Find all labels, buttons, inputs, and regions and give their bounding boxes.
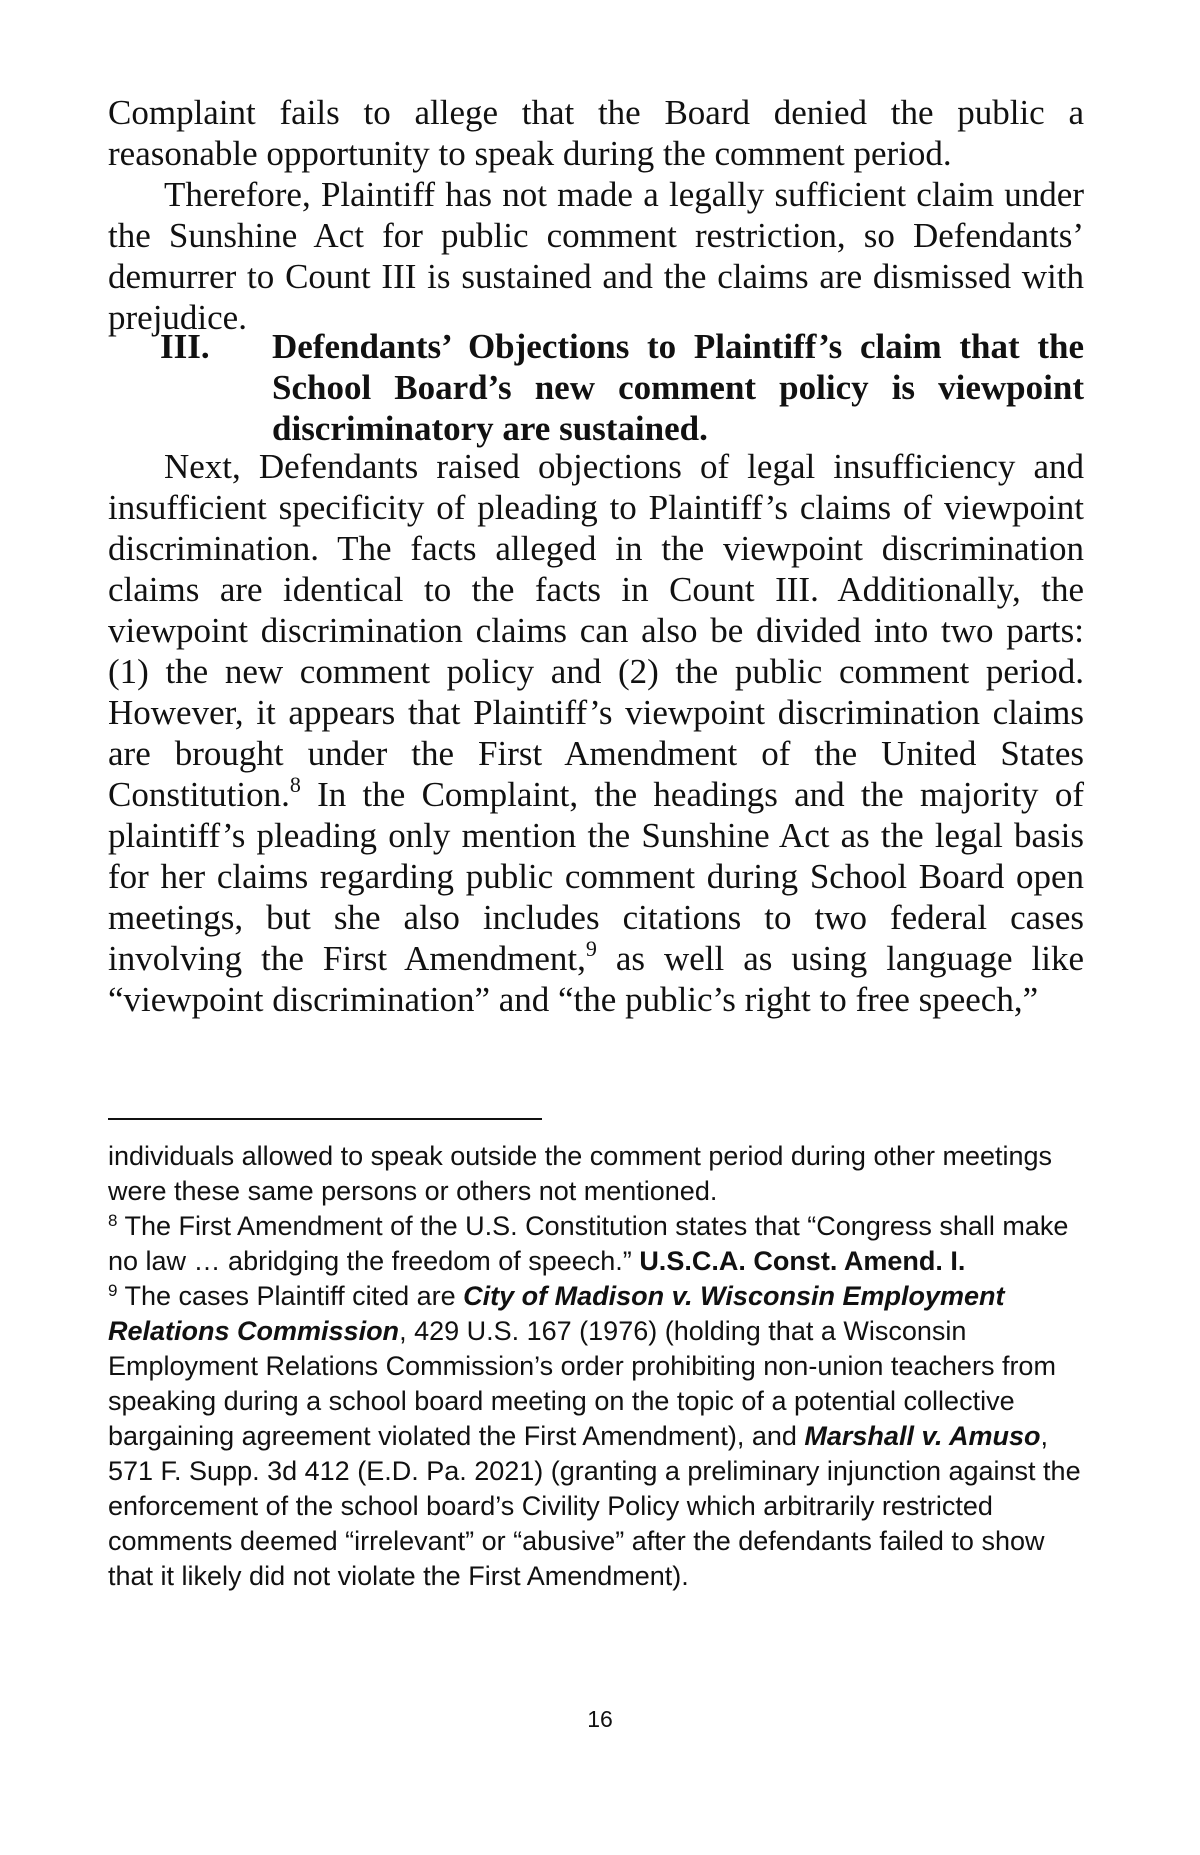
footnotes — [108, 1139, 1084, 1594]
footnote-separator — [108, 1118, 542, 1120]
page-number: 16 — [587, 1706, 613, 1732]
footnote-9-mark: 9 — [108, 1281, 118, 1300]
paragraph-text-part3: as well as using language like “viewpoint discrimination” and “the public’s right to free speech,” — [108, 939, 1084, 1019]
paragraph-continued: Complaint fails to allege that the Board denied the public a reasonable opportunity to speak during the comment period. — [108, 93, 1084, 173]
footnote-9-intro: The cases Plaintiff cited are — [117, 1281, 464, 1311]
footnote-8-citation: U.S.C.A. Const. Amend. I. — [639, 1246, 966, 1276]
footnote-ref-8[interactable]: 8 — [289, 772, 301, 797]
footnote-8-text: The First Amendment of the U.S. Constitution states that “Congress shall make no law … abridging the freedom of speech.” — [108, 1211, 1069, 1276]
footnote-ref-9[interactable]: 9 — [585, 936, 597, 961]
paragraph-conclusion: Therefore, Plaintiff has not made a legally sufficient claim under the Sunshine Act for public comment restriction, so Defendants’ demurrer to Count III is sustained and the claims are dismissed with prejudice. — [108, 175, 1084, 337]
case-detail-marshall-v-amuso: , 571 F. Supp. 3d 412 (E.D. Pa. 2021) (granting a preliminary injunction against the enforcement of the school board’s Civility Policy which arbitrarily restricted comments deemed “irrelevant” or “abusive” after the defendants failed to show that it likely did not violate the First Amendment). — [108, 1421, 1081, 1591]
paragraph-text-part2: In the Complaint, the headings and the majority of plaintiff’s pleading only mention the Sunshine Act as the legal basis for her claims regarding public comment during School Board open meetings, but she also includes citations to two federal cases involving the First Amendment, — [108, 775, 1084, 978]
footnote-continued: individuals allowed to speak outside the comment period during other meetings were these same persons or others not mentioned. — [108, 1141, 1053, 1206]
case-name-city-of-madison: City of Madison v. Wisconsin Employment Relations Commission — [108, 1281, 1005, 1346]
footnote-8 — [108, 1209, 1084, 1279]
footnote-8-mark: 8 — [108, 1211, 118, 1230]
case-name-marshall-v-amuso: Marshall v. Amuso — [804, 1421, 1041, 1451]
footnote-9 — [108, 1279, 1084, 1594]
section-title: Defendants’ Objections to Plaintiff’s claim that the School Board’s new comment policy is viewpoint discriminatory are sustained. — [272, 327, 1084, 448]
paragraph-text-part1: Next, Defendants raised objections of legal insufficiency and insufficient specificity of pleading to Plaintiff’s claims of viewpoint discrimination. The facts alleged in the viewpoint discrimination claims are identical to the facts in Count III. Additionally, the viewpoint discrimination claims can also be divided into two parts: (1) the new comment policy and (2) the public comment period. However, it appears that Plaintiff’s viewpoint discrimination claims are brought under the First Amendment of the United States Constitution. — [108, 447, 1084, 814]
case-detail-city-of-madison: , 429 U.S. 167 (1976) (holding that a Wisconsin Employment Relations Commission’s order prohibiting non-union teachers from speaking during a school board meeting on the topic of a potential collective bargaining agreement violated the First Amendment), and — [108, 1316, 1056, 1451]
section-number: III. — [160, 327, 210, 366]
paragraph-viewpoint-discrimination — [108, 446, 1084, 1020]
